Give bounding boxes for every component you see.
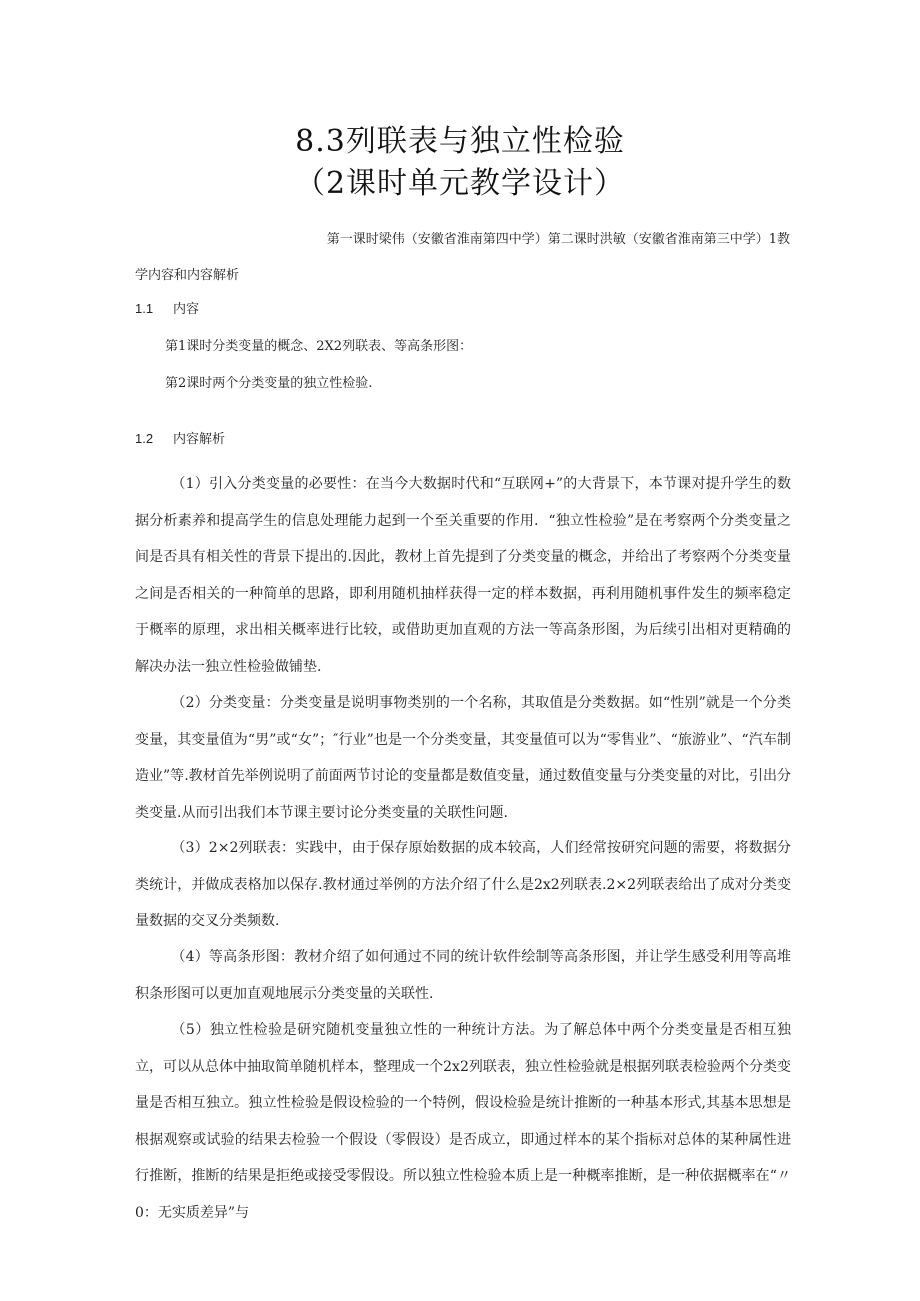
section-title: 内容	[173, 302, 200, 317]
section-number: 1.1	[135, 301, 154, 316]
section-1-2-heading	[135, 428, 225, 447]
section-1-1-heading	[135, 298, 199, 317]
document-title: 8.3列联表与独立性检验	[295, 124, 625, 159]
author-line	[135, 222, 790, 294]
content-item-lesson-2: 第2课时两个分类变量的独立性检验.	[165, 376, 373, 391]
section-number: 1.2	[135, 431, 154, 446]
content-item-lesson-1: 第1课时分类变量的概念、2X2列联表、等高条形图：	[165, 339, 473, 354]
paragraph-3: （3）2×2列联表：实践中，由于保存原始数据的成本较高，人们经常按研究问题的需要，将数据分类统计，并做成表格加以保存.教材通过举例的方法介绍了什么是2x2列联表.2×2列联表给出了成对分类变量数据的交叉分类频数.	[135, 840, 791, 929]
paragraph-5: （5）独立性检验是研究随机变量独立性的一种统计方法。为了解总体中两个分类变量是否相互独立，可以从总体中抽取简单随机样本，整理成一个2x2列联表，独立性检验就是根据列联表检验两个分类变量是否相互独立。独立性检验是假设检验的一个特例，假设检验是统计推断的一种基本形式,其基本思想是根据观察或试验的结果去检验一个假设（零假设）是否成立，即通过样本的某个指标对总体的某种属性进行推断，推断的结果是拒绝或接受零假设。所以独立性检验本质上是一种概率推断，是一种依据概率在“〃0：无实质差异”与	[135, 1022, 791, 1221]
section-title: 内容解析	[173, 432, 226, 447]
author-line-2: 学内容和内容解析	[135, 268, 240, 283]
document-subtitle: （2课时单元教学设计）	[294, 166, 626, 201]
author-line-1: 第一课时梁伟（安徽省淮南第四中学）第二课时洪敏（安徽省淮南第三中学）1教	[326, 232, 790, 247]
paragraph-1: （1）引入分类变量的必要性：在当今大数据时代和“互联网+”的大背景下，本节课对提升学生的数据分析素养和提高学生的信息处理能力起到一个至关重要的作用．“独立性检验”是在考察两个分类变量之间是否具有相关性的背景下提出的.因此，教材上首先提到了分类变量的概念，并给出了考察两个分类变量之间是否相关的一种简单的思路，即利用随机抽样获得一定的样本数据，再利用随机事件发生的频率稳定于概率的原理，求出相关概率进行比较，或借助更加直观的方法一等高条形图，为后续引出相对更精确的解决办法一独立性检验做铺垫.	[135, 476, 791, 675]
paragraph-2: （2）分类变量：分类变量是说明事物类别的一个名称，其取值是分类数据。如“性别”就是一个分类变量，其变量值为“男”或“女”；″行业”也是一个分类变量，其变量值可以为“零售业”、“旅游业”、“汽车制造业”等.教材首先举例说明了前面两节讨论的变量都是数值变量，通过数值变量与分类变量的对比，引出分类变量.从而引出我们本节课主要讨论分类变量的关联性问题.	[135, 695, 791, 821]
paragraph-4: （4）等高条形图：教材介绍了如何通过不同的统计软件绘制等高条形图，并让学生感受利用等高堆积条形图可以更加直观地展示分类变量的关联性.	[135, 949, 791, 1002]
